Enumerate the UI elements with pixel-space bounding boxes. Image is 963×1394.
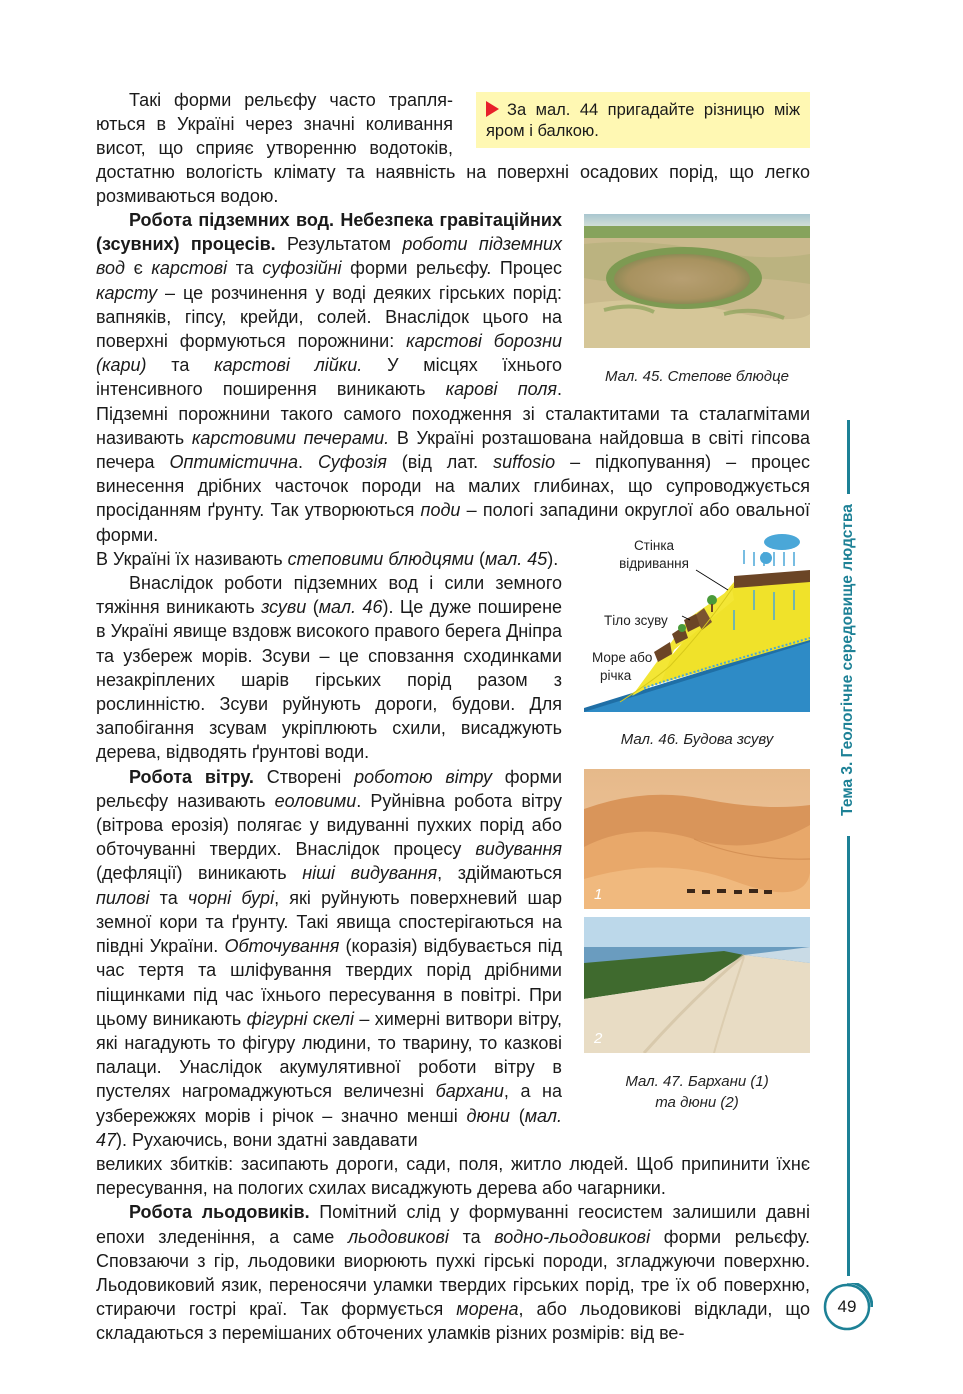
image-2-number: 2 [594, 1030, 603, 1047]
heading-groundwater: Робота підземних вод. Небезпека гравітаційних (зсувних) процесів. [96, 210, 562, 255]
figure-barkhans-image [584, 769, 810, 909]
heading-wind: Робота вітру. [129, 766, 254, 787]
figure-46-caption: Мал. 46. Будова зсуву [620, 731, 774, 748]
figure-dunes-image [584, 917, 810, 1053]
paragraph-groundwater: Робота підземних вод. Небезпека гравітаційних (зсувних) процесів. Результатом роботи підземних вод є карстові та суфозійні форми рельєфу. Процес карсту – це розчинення у воді деяких гірських порід: вапняків, гіпсу, крейди, солей. Внаслідок цього на поверхні формуються порожнини: карстові борозни (кари) та карстові лійки. У місцях їхнього інтенсивного поширення виникають карові поля. Підземні порожнини такого самого походження зі сталактитами та сталагмітами називають карстовими печерами. В Україні розташована найдовша в світі гіпсова печера Оптимістична. Суфозія (від лат. suffosio – підкопування) – процес винесення дрібних часточок породи на малих глибинах, що супроводжується просіданням ґрунту. Так утворюються поди – пологі западини округлої або овальної форми. В Україні їх називають степовими блюдцями (мал. 45). Внаслідок роботи підземних вод і сили земного тяжіння виникають зсуви (мал. 46). Це дуже поширене в Україні явище вздовж високого правого берега Дніпра та узбереж морів. Зсуви – це сповзання сходинками незакріплених шарів гірських порід разом з рослинністю. Зсуви руйнують дороги, будови. Для запобігання зсувам укріплюють схили, висаджують дерева, відводять ґрунтові води. Робота вітру. Створені роботою вітру форми рельєфу називають еоловими. Руйнівна робота вітру (вітрова ерозія) полягає у видуванні пухких порід або обточуванні твердих. Внаслідок процесу видування (дефляції) виникають ніші видування, здіймаються пилові та чорні бурі, які руйнують поверхневий шар земної кори та ґрунту. Такі явища спостерігаються на півдні України. Обточування (коразія) відбувається під час тертя та шліфування твердих порід дрібними піщинками під час їхнього пересування в повітрі. При цьому виникають фігурні скелі – химерні витвори вітру, які нагадують то фігуру людини, то тварину, то казкові палаци. Унаслідок акумулятивної роботи вітру в пустелях нагромаджуються величезні бархани, а на узбережжях морів і річок – значно менші дюни (мал. 47). Рухаючись, вони здатні завдавати великих збитків: засипають дороги, сади, поля, житло людей. Щоб припинити їхнє пересування, на пологих схилах висаджують дерева або чагарники. Робота льодовиків. Помітний слід у формуванні геосистем залишили давні епохи зледеніння, а саме льодовикові та водно-льодовикові форми рельєфу. Сповзаючи з гір, льодовики виорюють пухкі гірські породи, згладжуючи поверхню. Льодовиковий язик, переносячи уламки твердих гірських порід, тре їх об поверхню, стираючи гострі краї. Так формується морена, або льодовикові відклади, що складаються з перемішаних обточених уламків різних розмірів: від ве- [96, 210, 811, 1344]
label-sea-line-2: річка [600, 668, 632, 683]
label-sea-line-1: Море або [592, 650, 653, 665]
image-1-number: 1 [594, 886, 603, 903]
sidebar-topic-label: Тема 3. Геологічне середовище людства [839, 504, 856, 816]
paragraph-intro: Такі форми рельєфу часто трапля- ються в Україні через значні коливання висот, що сприяє утворенню водотоків, достатню вологість клімату та наявність на поверхні осадових порід, що легко розмиваються водою. [96, 90, 810, 207]
figure-47-caption-line-2: та дюни (2) [655, 1094, 739, 1111]
question-text: За мал. 44 пригадайте різницю між яром і балкою. [486, 101, 800, 140]
heading-glaciers: Робота льодовиків. [129, 1202, 310, 1223]
label-wall-line-1: Стінка [633, 538, 675, 553]
figure-landslide-diagram [584, 530, 810, 712]
figure-45-caption: Мал. 45. Степове блюдце [605, 368, 789, 385]
label-wall-line-2: відривання [619, 556, 689, 571]
page-number: 49 [837, 1297, 857, 1316]
label-body: Тіло зсуву [604, 613, 668, 628]
figure-47-caption-line-1: Мал. 47. Бархани (1) [625, 1073, 769, 1090]
sidebar-line-top [847, 420, 850, 494]
sidebar-line-bottom [847, 836, 850, 1276]
